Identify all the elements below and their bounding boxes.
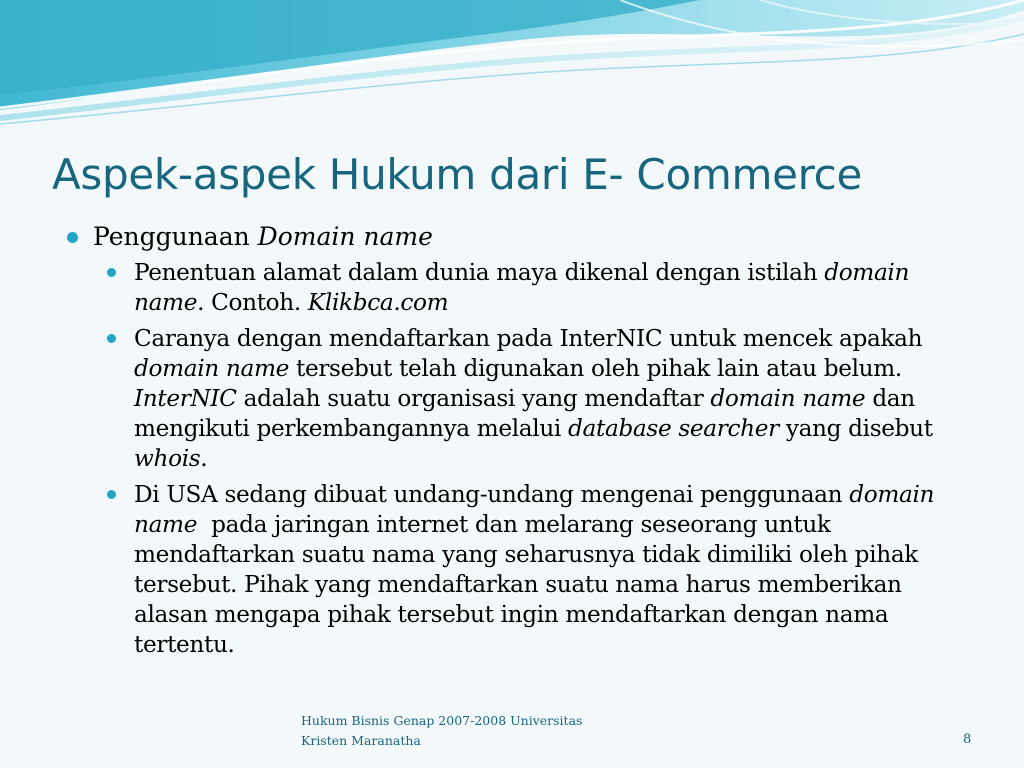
sub-bullet-dot-icon [107,268,116,277]
text-segment: adalah suatu organisasi yang mendaftar [236,385,711,412]
emphasis-segment: domain name [134,481,935,538]
sub-bullet-3 [64,480,964,660]
text-segment: Di USA sedang dibuat undang-undang mengenai penggunaan [134,481,850,508]
text-segment: yang disebut [778,415,933,442]
slide-content [64,220,964,660]
sub-bullet-dot-icon [107,490,116,499]
emphasis-segment: Klikbca.com [307,289,449,316]
emphasis-segment: domain name [134,259,910,316]
bullet-level1 [64,220,964,254]
text-segment: pada jaringan internet dan melarang seseorang untuk mendaftarkan suatu nama yang seharusnya tidak dimiliki oleh pihak tersebut. Pihak yang mendaftarkan suatu nama harus memberikan alasan mengapa pihak tersebut ingin mendaftarkan dengan nama tertentu. [134,511,926,658]
sub-bullet-dot-icon [107,334,116,343]
footer-line-2: Kristen Maranatha [301,733,421,748]
bullet-dot-icon [67,232,78,243]
text-segment: Caranya dengan mendaftarkan pada InterNIC untuk mencek apakah [134,325,923,352]
bullet-emphasis: Domain name [257,222,433,251]
emphasis-segment: domain name [134,355,289,382]
text-segment: dan mengikuti perkembangannya melalui [134,385,915,442]
sub-bullet-2 [64,324,964,474]
header-wave-decoration [0,0,1024,130]
emphasis-segment: database searcher [568,415,779,442]
page-number: 8 [963,732,972,747]
text-segment: Penentuan alamat dalam dunia maya dikenal dengan istilah [134,259,825,286]
emphasis-segment: domain name [710,385,866,412]
slide-title: Aspek-aspek Hukum dari E- Commerce [52,150,862,199]
footer-line-1: Hukum Bisnis Genap 2007-2008 Universitas [301,713,583,728]
slide-footer [301,711,582,751]
text-segment: . Contoh. [197,289,308,316]
text-segment: tersebut telah digunakan oleh pihak lain atau belum. [288,355,902,382]
sub-bullet-1 [64,258,964,318]
emphasis-segment: InterNIC [134,385,237,412]
emphasis-segment: whois. [134,445,208,472]
bullet-text: Penggunaan [93,222,258,251]
